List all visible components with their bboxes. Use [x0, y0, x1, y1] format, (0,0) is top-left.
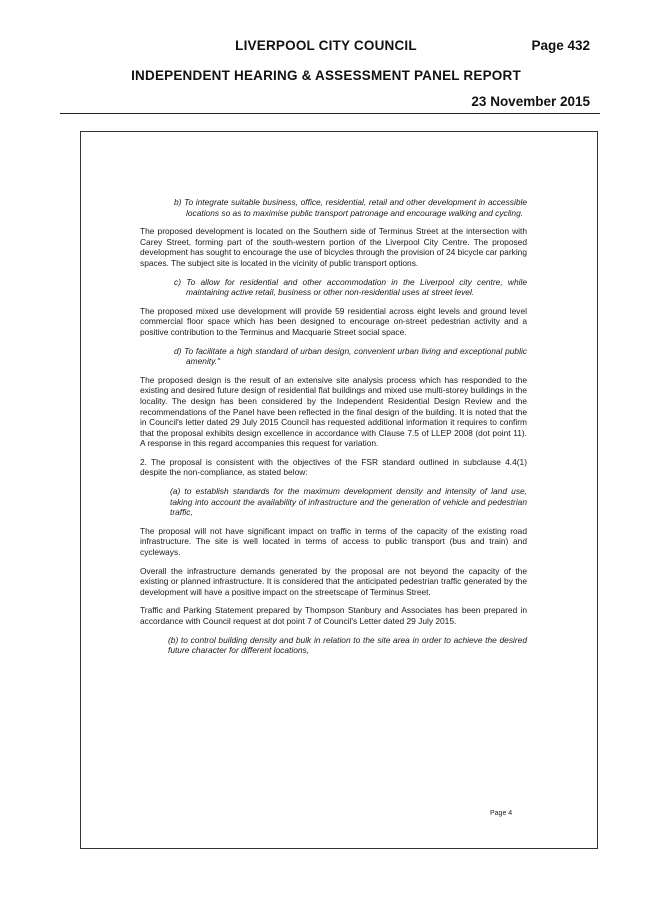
paragraph-design: The proposed design is the result of an extensive site analysis process which has responded to the existing and desired future design of residential flat buildings and mixed use multi-storey buildings in the locality. The design has been considered by the Independent Residential Design Review and the recommendations of the Panel have been reflected in the final design of the building. It is noted that the in Council's letter dated 29 July 2015 Council has requested additional information it requires to confirm that the proposal exhibits design excellence in accordance with Clause 7.5 of LLEP 2008 (dot point 11). A response in this regard accompanies this request for variation.: [140, 374, 527, 449]
report-title: INDEPENDENT HEARING & ASSESSMENT PANEL REPORT: [131, 68, 521, 83]
council-name: LIVERPOOL CITY COUNCIL: [235, 38, 417, 53]
objective-b: b) To integrate suitable business, office, residential, retail and other development in accessible locations so as to maximise public transport patronage and encourage walking and cycling.: [174, 197, 527, 218]
paragraph-traffic: The proposal will not have significant impact on traffic in terms of the capacity of the existing road infrastructure. The site is well located in terms of access to public transport (bus and train) and cycleways.: [140, 525, 527, 558]
objective-b-density: (b) to control building density and bulk in relation to the site area in order to achieve the desired future character for different locations,: [168, 634, 527, 656]
paragraph-parking-statement: Traffic and Parking Statement prepared by Thompson Stanbury and Associates has been prepared in accordance with Council request at dot point 7 of Council's Letter dated 29 July 2015.: [140, 605, 527, 626]
objective-d: d) To facilitate a high standard of urban design, convenient urban living and exceptional public amenity.": [174, 345, 527, 367]
page-number: Page 432: [531, 38, 590, 53]
scanned-page-content: [140, 197, 527, 664]
header-divider: [60, 113, 600, 114]
inner-page-number: Page 4: [490, 810, 513, 817]
paragraph-infrastructure: Overall the infrastructure demands generated by the proposal are not beyond the capacity of the existing or planned infrastructure. It is considered that the anticipated pedestrian traffic generated by the development will have a positive impact on the streetscape of Terminus Street.: [140, 565, 527, 597]
objective-c: c) To allow for residential and other accommodation in the Liverpool city centre, while maintaining active retail, business or other non-residential uses at street level.: [174, 276, 527, 298]
objective-a: (a) to establish standards for the maximum development density and intensity of land use, taking into account the availability of infrastructure and the generation of vehicle and pedestrian traffic,: [170, 486, 527, 518]
paragraph-location: The proposed development is located on the Southern side of Terminus Street at the intersection with Carey Street, forming part of the south-western portion of the Liverpool City Centre. The proposed development has sought to encourage the use of bicycles through the provision of 24 bicycle car parking spaces. The subject site is located in the vicinity of public transport options.: [140, 226, 527, 268]
paragraph-fsr: 2. The proposal is consistent with the objectives of the FSR standard outlined in subclause 4.4(1) despite the non-compliance, as stated below:: [140, 456, 527, 478]
paragraph-mixed-use: The proposed mixed use development will provide 59 residential across eight levels and ground level commercial floor space which has been designed to encourage on-street pedestrian activity and a positive contribution to the Terminus and Macquarie Street social space.: [140, 305, 527, 337]
header-row: [0, 38, 652, 56]
report-date: 23 November 2015: [471, 94, 590, 109]
